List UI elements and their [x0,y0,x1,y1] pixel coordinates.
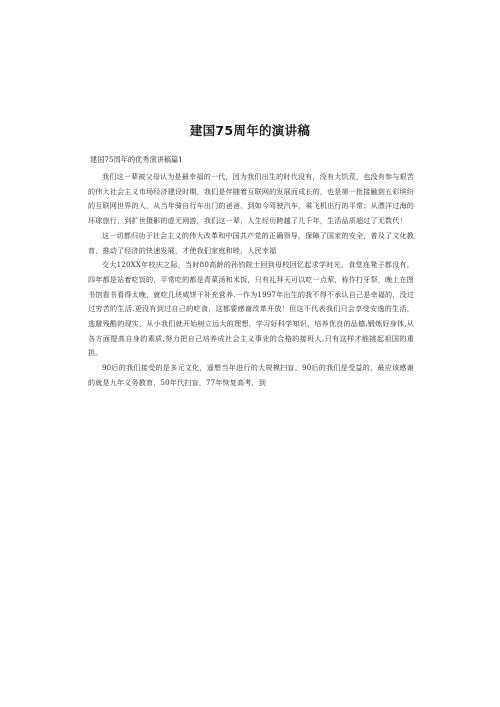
document-body [88,170,414,391]
paragraph-4: 90后的我们接受的是多元文化，遥想当年进行的大规模扫盲，90后的我们是受益的，最应该感谢的就是九年义务教育，50年代扫盲，77年恢复高考，到 [88,363,414,387]
paragraph-3: 交大120XX年校庆之际，当时80高龄的孙钧院士回到母校回忆起求学时光，食堂连凳子都没有，四年都是站着吃饭的，平常吃的都是青菜汤和米饭，只有礼拜天可以吃一点荤，称作打牙祭，晚上在图书馆看书看得太晚，就吃几块咸饼干补充营养.一作为1997年出生的我不得不承认自己是幸福的，没过过穷苦的生活.更没有到过自己的吃食，这都要感谢改革开放！但这不代表我们只会享受安逸的生活，逃避残酷的现实，从小我们就开始树立远大的理想，学习好科学知识，培养优良的品德,锻炼好身体,从各方面提高自身的素质,努力把自己培养成社会主义事业的合格的接班人,只有这样才能挑起祖国的重担。 [88,260,414,358]
document-title: 建国75周年的演讲稿 [189,123,311,138]
paragraph-1: 我们这一辈被父母认为是最幸福的一代，因为我们出生的时代没有，没有大饥荒，也没有参与艰苦的伟大社会主义市场经济建设时期，我们是伴随着互联网的发展而成长的，也是第一批接触到五彩缤纷的互联网世界的人，从当年骑自行车出门的爸爸、到如今驾驶汽车，乘飞机出行的平常；从漂洋过海的环球旅行、到扩世摄影的虚无网游，我们这一辈，人生经历跨越了几千年，生活品质超过了无数代！ [88,172,414,226]
paragraph-2: 这一切都归功于社会主义的伟大改革和中国共产党的正确领导，保障了国家的安全，普及了文化教育，推动了经济的快速发展，才使我们家庭和睦，人民幸福 [88,230,414,255]
document-subtitle: 建国75周年的优秀演讲稿篇1 [90,155,183,164]
